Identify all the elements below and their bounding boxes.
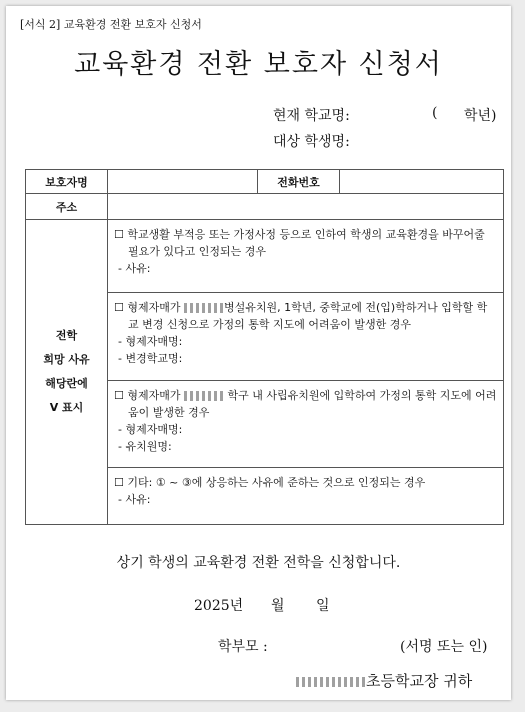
address-field[interactable] [108, 194, 504, 220]
reason-option-4: ☐ 기타: ① ~ ③에 상응하는 사유에 준하는 것으로 인정되는 경우 - 사유: [108, 468, 504, 525]
date-year: 2025년 [194, 598, 244, 614]
redacted-text [184, 391, 224, 401]
checkbox-option-1[interactable]: ☐ [114, 228, 124, 241]
grade-open: ( [432, 105, 438, 121]
application-table [25, 169, 504, 525]
school-name-label: 현재 학교명: [273, 108, 350, 124]
checkbox-option-2[interactable]: ☐ [114, 301, 124, 314]
guardian-signature-label: 학부모 : [218, 639, 268, 655]
reason-option-3: ☐ 형제자매가 학구 내 사립유치원에 입학하여 가정의 통학 지도에 어려움이 발생한 경우 - 형제자매명: - 유치원명: [108, 381, 504, 468]
reason-header: 전학 희망 사유 해당란에 V 표시 [26, 220, 108, 525]
date-month: 월 [271, 598, 285, 614]
date-day: 일 [316, 598, 330, 614]
grade-label: 학년) [464, 108, 497, 124]
guardian-name-label: 보호자명 [26, 170, 108, 194]
checkbox-option-3[interactable]: ☐ [114, 389, 124, 402]
redacted-text [184, 303, 224, 313]
guardian-name-field[interactable] [108, 170, 258, 194]
document-page [6, 6, 511, 700]
phone-field[interactable] [340, 170, 504, 194]
page-title: 교육환경 전환 보호자 신청서 [74, 49, 443, 80]
student-name-label: 대상 학생명: [273, 134, 350, 150]
form-label: [서식 2] 교육환경 전환 보호자 신청서 [20, 18, 202, 31]
application-statement: 상기 학생의 교육환경 전환 전학을 신청합니다. [116, 555, 401, 571]
reason-option-2: ☐ 형제자매가 병설유치원, 1학년, 중학교에 전(입)학하거나 입학할 학교 변경 신청으로 가정의 통학 지도에 어려움이 발생한 경우 - 형제자매명: - 변경학교명: [108, 293, 504, 381]
address-label: 주소 [26, 194, 108, 220]
reason-option-1: ☐ 학교생활 부적응 또는 가정사정 등으로 인하여 학생의 교육환경을 바꾸어줄 필요가 있다고 인정되는 경우 - 사유: [108, 220, 504, 293]
signature-note: (서명 또는 인) [400, 639, 488, 655]
phone-label: 전화번호 [258, 170, 340, 194]
redacted-school-name [296, 677, 366, 687]
addressee: 초등학교장 귀하 [296, 670, 472, 691]
checkbox-option-4[interactable]: ☐ [114, 476, 124, 489]
